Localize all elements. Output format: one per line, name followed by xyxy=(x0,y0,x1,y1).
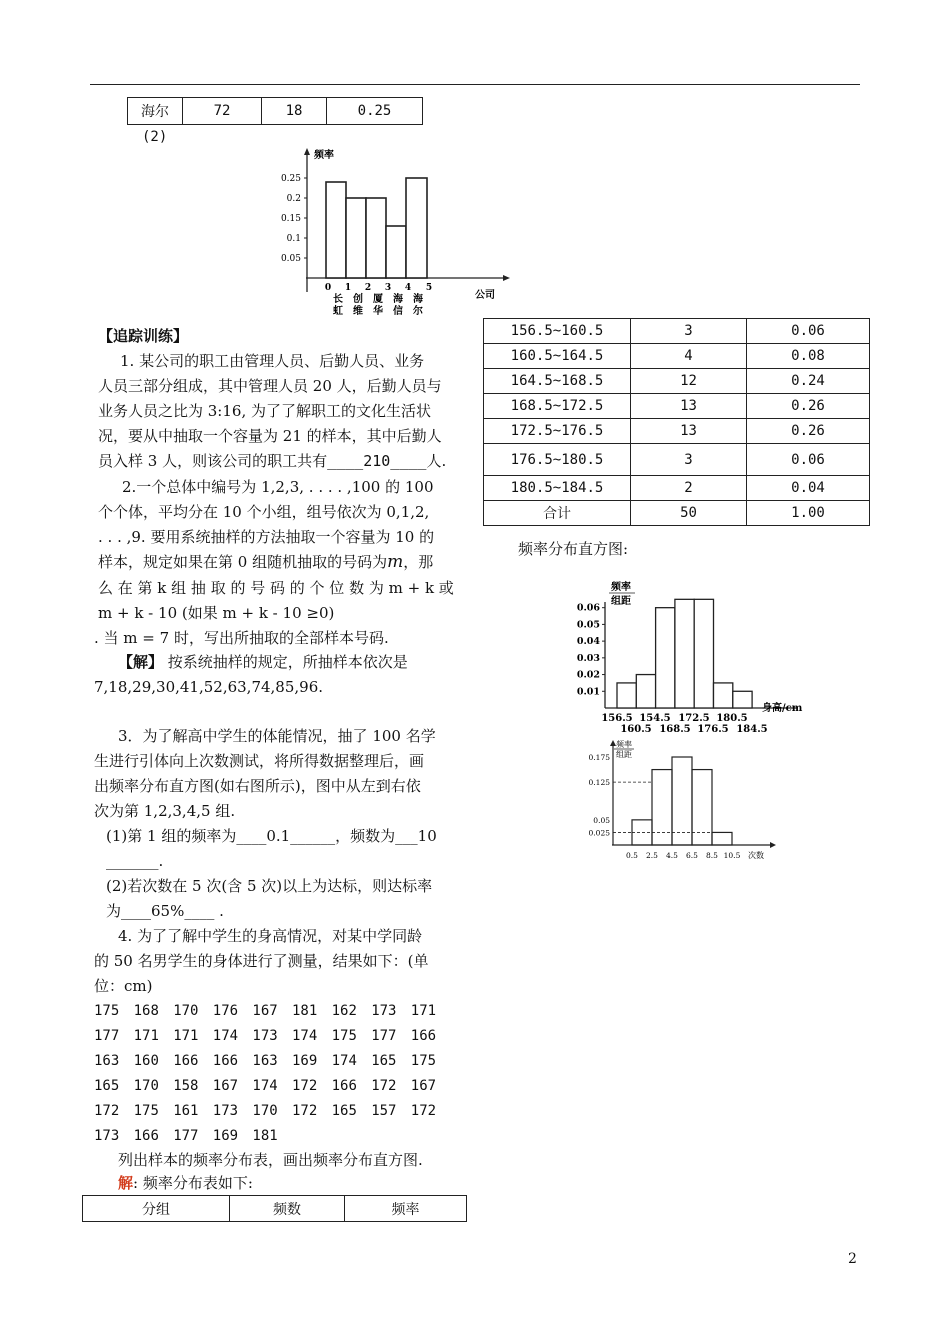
table-header-cell: 频率 xyxy=(345,1196,467,1222)
chart1-ylabel: 频率 xyxy=(314,150,334,161)
chart3-xtick-label: 0.5 xyxy=(626,851,638,860)
data-value: 172 xyxy=(292,1103,318,1119)
q2-line xyxy=(98,551,433,573)
table-row xyxy=(128,98,423,125)
chart3-xtick-label: 6.5 xyxy=(686,851,698,860)
data-value: 160 xyxy=(133,1053,159,1069)
page-number: 2 xyxy=(848,1251,857,1267)
chart3-xtick-label: 2.5 xyxy=(646,851,658,860)
chart3-ytick-label: 0.175 xyxy=(588,753,610,762)
chart1-bar xyxy=(386,226,406,278)
chart3-ylabel-bottom: 组距 xyxy=(616,750,632,759)
table-cell: 0.04 xyxy=(747,476,870,501)
q3-part1: (1)第 1 组的频率为____0.1______，频数为___10 xyxy=(106,827,437,845)
q1-line: 人员三部分组成，其中管理人员 20 人，后勤人员与 xyxy=(98,377,442,395)
chart1-category-bottom: 维 xyxy=(353,306,363,317)
chart3-ytick-label: 0.025 xyxy=(588,828,610,838)
q1-answer: ____210____ xyxy=(327,452,427,470)
chart2-xtick-lower: 160.5 xyxy=(620,724,652,735)
data-value: 161 xyxy=(173,1103,199,1119)
q3-line: 生进行引体向上次数测试，将所得数据整理后，画 xyxy=(94,752,425,770)
chart2-xtick-upper: 156.5 xyxy=(601,713,633,724)
chart3-xtick-label: 10.5 xyxy=(723,851,741,860)
q2-line: 么 在 第 k 组 抽 取 的 号 码 的 个 位 数 为 m + k 或 xyxy=(98,579,454,597)
table-cell: 0.26 xyxy=(747,419,870,444)
data-value: 174 xyxy=(252,1078,278,1094)
chart1-ytick-label: 0.05 xyxy=(280,254,301,264)
table-cell: 180.5~184.5 xyxy=(484,476,631,501)
chart1-category-bottom: 华 xyxy=(373,306,383,317)
table-cell: 0.24 xyxy=(747,369,870,394)
q3-part2: (2)若次数在 5 次(含 5 次)以上为达标，则达标率 xyxy=(106,877,433,895)
chart1-bar xyxy=(326,182,346,278)
table-row xyxy=(484,476,870,501)
chart1-category-top: 长 xyxy=(333,294,343,305)
table-cell: 0.26 xyxy=(747,394,870,419)
table-cell: 合计 xyxy=(484,501,631,526)
chart3-ylabel-top: 频率 xyxy=(616,740,632,749)
table-cell: 164.5~168.5 xyxy=(484,369,631,394)
chart1-category-top: 海 xyxy=(413,294,423,305)
company-frequency-chart xyxy=(270,140,510,330)
data-value: 167 xyxy=(212,1078,239,1094)
data-value: 176 xyxy=(212,1003,239,1019)
table-cell: 50 xyxy=(631,501,747,526)
chart3-xtick-label: 4.5 xyxy=(666,851,678,860)
chart3-xlabel: 次数 xyxy=(748,851,764,860)
chart2-ytick-label: 0.04 xyxy=(576,636,600,648)
chart1-xtick-label: 2 xyxy=(364,283,372,293)
q2-line: 2.一个总体中编号为 1,2,3, . . . . ,100 的 100 xyxy=(122,478,434,496)
chart3-xtick-label: 8.5 xyxy=(706,851,718,860)
data-value: 174 xyxy=(212,1028,239,1044)
data-value: 175 xyxy=(331,1028,357,1044)
q4-solution xyxy=(118,1172,253,1194)
table-row xyxy=(484,394,870,419)
table-row xyxy=(484,319,870,344)
data-value: 177 xyxy=(371,1028,397,1044)
data-value: 157 xyxy=(371,1103,397,1119)
table-cell: 18 xyxy=(262,98,327,125)
chart2-ytick-label: 0.05 xyxy=(576,619,600,631)
q2-sol-label: 【解】 xyxy=(118,653,164,671)
data-value: 170 xyxy=(173,1003,199,1019)
chart1-ytick-label: 0.2 xyxy=(286,194,301,204)
data-value: 170 xyxy=(133,1078,159,1094)
chart3-ytick-label: 0.125 xyxy=(588,778,610,788)
frequency-table xyxy=(483,318,870,526)
chart1-xtick-label: 3 xyxy=(384,283,392,293)
data-value: 175 xyxy=(133,1103,159,1119)
data-value: 165 xyxy=(94,1078,120,1094)
table-row xyxy=(484,501,870,526)
data-value: 177 xyxy=(94,1028,120,1044)
chart1-category-bottom: 尔 xyxy=(413,306,423,317)
data-value: 177 xyxy=(173,1128,199,1144)
table-cell: 2 xyxy=(631,476,747,501)
chart3-bar xyxy=(692,770,712,845)
q3-line: 出频率分布直方图(如右图所示)，图中从左到右依 xyxy=(94,777,421,795)
data-value: 166 xyxy=(173,1053,199,1069)
data-value: 168 xyxy=(133,1003,159,1019)
chart2-bar xyxy=(617,683,636,708)
chart1-category-bottom: 信 xyxy=(393,306,403,317)
table-cell: 3 xyxy=(631,444,747,476)
table-cell: 72 xyxy=(183,98,262,125)
chart2-xtick-lower: 168.5 xyxy=(659,724,691,735)
q1-line: 况，要从中抽取一个容量为 21 的样本，其中后勤人 xyxy=(98,427,442,445)
table-cell: 160.5~164.5 xyxy=(484,344,631,369)
q4-instruction: 列出样本的频率分布表，画出频率分布直方图. xyxy=(118,1151,423,1169)
data-value: 172 xyxy=(371,1078,397,1094)
q2-text: ，那 xyxy=(403,553,434,571)
chart2-ytick-label: 0.03 xyxy=(576,652,600,664)
data-value: 167 xyxy=(410,1078,437,1094)
chart3-bar xyxy=(712,832,732,845)
chart2-bar xyxy=(656,608,675,708)
data-value: 173 xyxy=(212,1103,239,1119)
table-cell: 0.08 xyxy=(747,344,870,369)
chart1-xtick-label: 0 xyxy=(324,283,332,293)
data-value: 173 xyxy=(94,1128,120,1144)
table-cell: 172.5~176.5 xyxy=(484,419,631,444)
data-value: 169 xyxy=(212,1128,239,1144)
chart1-xlabel: 公司 xyxy=(475,290,495,301)
chart2-bar xyxy=(694,599,713,708)
data-value: 162 xyxy=(331,1003,357,1019)
count-histogram xyxy=(580,738,780,866)
chart3-bar xyxy=(672,757,692,845)
chart1-category-top: 厦 xyxy=(373,294,383,305)
q2-solution xyxy=(118,651,408,673)
data-value: 163 xyxy=(94,1053,120,1069)
data-value: 169 xyxy=(292,1053,318,1069)
q3-line: 3．为了解高中学生的体能情况，抽了 100 名学 xyxy=(118,727,436,745)
header-rule xyxy=(90,84,860,85)
table-cell: 1.00 xyxy=(747,501,870,526)
table-cell: 176.5~180.5 xyxy=(484,444,631,476)
q4-line: 位：cm) xyxy=(94,977,153,995)
q4-sol-text: : 频率分布表如下: xyxy=(133,1174,253,1192)
chart2-ylabel-bottom: 组距 xyxy=(611,596,631,607)
table-cell: 13 xyxy=(631,394,747,419)
data-value: 175 xyxy=(94,1003,120,1019)
table-cell: 13 xyxy=(631,419,747,444)
data-value: 158 xyxy=(173,1078,199,1094)
table-cell: 0.06 xyxy=(747,319,870,344)
q2-sol-text: 按系统抽样的规定，所抽样本依次是 xyxy=(163,653,408,671)
q2-line: . . . ,9. 要用系统抽样的方法抽取一个容量为 10 的 xyxy=(98,528,435,546)
table-header-cell: 频数 xyxy=(230,1196,345,1222)
chart2-xtick-upper: 172.5 xyxy=(678,713,710,724)
table-cell: 12 xyxy=(631,369,747,394)
q4-line: 4. 为了了解中学生的身高情况，对某中学同龄 xyxy=(118,927,423,945)
chart2-ytick-label: 0.01 xyxy=(576,686,600,698)
data-value: 166 xyxy=(133,1128,159,1144)
chart1-xtick-label: 5 xyxy=(425,283,433,293)
table-cell: 海尔 xyxy=(128,98,183,125)
hist-title: 频率分布直方图: xyxy=(518,540,629,558)
table-row xyxy=(484,444,870,476)
chart2-bar xyxy=(636,675,655,708)
data-value: 174 xyxy=(292,1028,318,1044)
data-value: 173 xyxy=(371,1003,397,1019)
data-value: 173 xyxy=(252,1028,278,1044)
chart1-category-bottom: 虹 xyxy=(333,306,343,317)
chart2-bar xyxy=(733,691,752,708)
chart3-bar xyxy=(652,770,672,845)
data-value: 166 xyxy=(331,1078,357,1094)
chart1-ytick-label: 0.15 xyxy=(280,214,301,224)
table-cell: 0.06 xyxy=(747,444,870,476)
data-value: 175 xyxy=(410,1053,437,1069)
data-value: 163 xyxy=(252,1053,278,1069)
q2-text: 样本，规定如果在第 0 组随机抽取的号码为 xyxy=(98,553,388,571)
data-value: 166 xyxy=(410,1028,437,1044)
chart1-category-top: 海 xyxy=(393,294,403,305)
data-value: 165 xyxy=(331,1103,357,1119)
q3-part1-cont: _______. xyxy=(106,852,164,870)
chart1-xtick-label: 4 xyxy=(404,283,412,293)
data-value: 172 xyxy=(410,1103,437,1119)
q1-line: 业务人员之比为 3:16, 为了了解职工的文化生活状 xyxy=(98,402,431,420)
table-cell: 0.25 xyxy=(327,98,423,125)
data-value: 171 xyxy=(410,1003,437,1019)
table-cell: 3 xyxy=(631,319,747,344)
q2-line: m + k - 10 (如果 m + k - 10 ≥0) xyxy=(98,604,335,622)
table-row xyxy=(484,369,870,394)
q1-last-line xyxy=(98,450,446,472)
chart2-xtick-upper: 154.5 xyxy=(639,713,671,724)
chart2-ytick-label: 0.02 xyxy=(576,669,600,681)
table-row xyxy=(83,1196,467,1222)
q1-line: 1. 某公司的职工由管理人员、后勤人员、业务 xyxy=(120,352,425,370)
sub-label: (2) xyxy=(142,129,168,145)
section-title: 【追踪训练】 xyxy=(98,327,189,345)
data-value: 165 xyxy=(371,1053,397,1069)
chart2-xlabel: 身高/cm xyxy=(762,703,803,714)
table-cell: 4 xyxy=(631,344,747,369)
chart2-ylabel-top: 频率 xyxy=(611,582,631,593)
chart2-bar xyxy=(714,683,733,708)
chart1-category-top: 创 xyxy=(353,294,363,305)
q2-sol-line: 7,18,29,30,41,52,63,74,85,96. xyxy=(94,678,324,696)
data-value: 171 xyxy=(173,1028,199,1044)
chart1-ytick-label: 0.1 xyxy=(286,234,301,244)
q2-var-m: m xyxy=(387,552,404,572)
chart1-bar xyxy=(406,178,427,278)
chart1-ytick-label: 0.25 xyxy=(280,174,301,184)
chart2-ytick-label: 0.06 xyxy=(576,602,600,614)
chart1-bar xyxy=(366,198,386,278)
data-value: 171 xyxy=(133,1028,159,1044)
bottom-table-header xyxy=(82,1195,467,1222)
data-value: 172 xyxy=(292,1078,318,1094)
table-row xyxy=(484,419,870,444)
q1-text: 人. xyxy=(426,452,447,470)
q2-line: 个个体，平均分在 10 个小组，组号依次为 0,1,2, xyxy=(98,503,430,521)
table-header-cell: 分组 xyxy=(83,1196,230,1222)
data-value: 181 xyxy=(292,1003,318,1019)
data-value: 181 xyxy=(252,1128,278,1144)
data-value: 166 xyxy=(212,1053,239,1069)
q3-part2-cont: 为____65%____ . xyxy=(106,902,224,920)
data-value: 170 xyxy=(252,1103,278,1119)
chart2-xtick-upper: 180.5 xyxy=(716,713,748,724)
chart2-xtick-lower: 176.5 xyxy=(697,724,729,735)
data-value: 172 xyxy=(94,1103,120,1119)
data-value: 167 xyxy=(252,1003,278,1019)
chart1-xtick-label: 1 xyxy=(344,283,352,293)
q2-line: . 当 m = 7 时，写出所抽取的全部样本号码. xyxy=(94,629,389,647)
q4-line: 的 50 名男学生的身体进行了测量，结果如下：(单 xyxy=(94,952,429,970)
q1-text: 员入样 3 人，则该公司的职工共有 xyxy=(98,452,328,470)
table-row xyxy=(484,344,870,369)
q4-sol-label: 解 xyxy=(118,1174,134,1192)
height-histogram xyxy=(565,580,825,740)
q3-line: 次为第 1,2,3,4,5 组. xyxy=(94,802,236,820)
chart2-xtick-lower: 184.5 xyxy=(736,724,768,735)
chart2-bar xyxy=(675,599,694,708)
table-cell: 168.5~172.5 xyxy=(484,394,631,419)
data-value: 174 xyxy=(331,1053,357,1069)
chart1-bar xyxy=(346,198,366,278)
table-cell: 156.5~160.5 xyxy=(484,319,631,344)
top-table xyxy=(127,97,423,125)
chart3-ytick-label: 0.05 xyxy=(593,815,610,825)
